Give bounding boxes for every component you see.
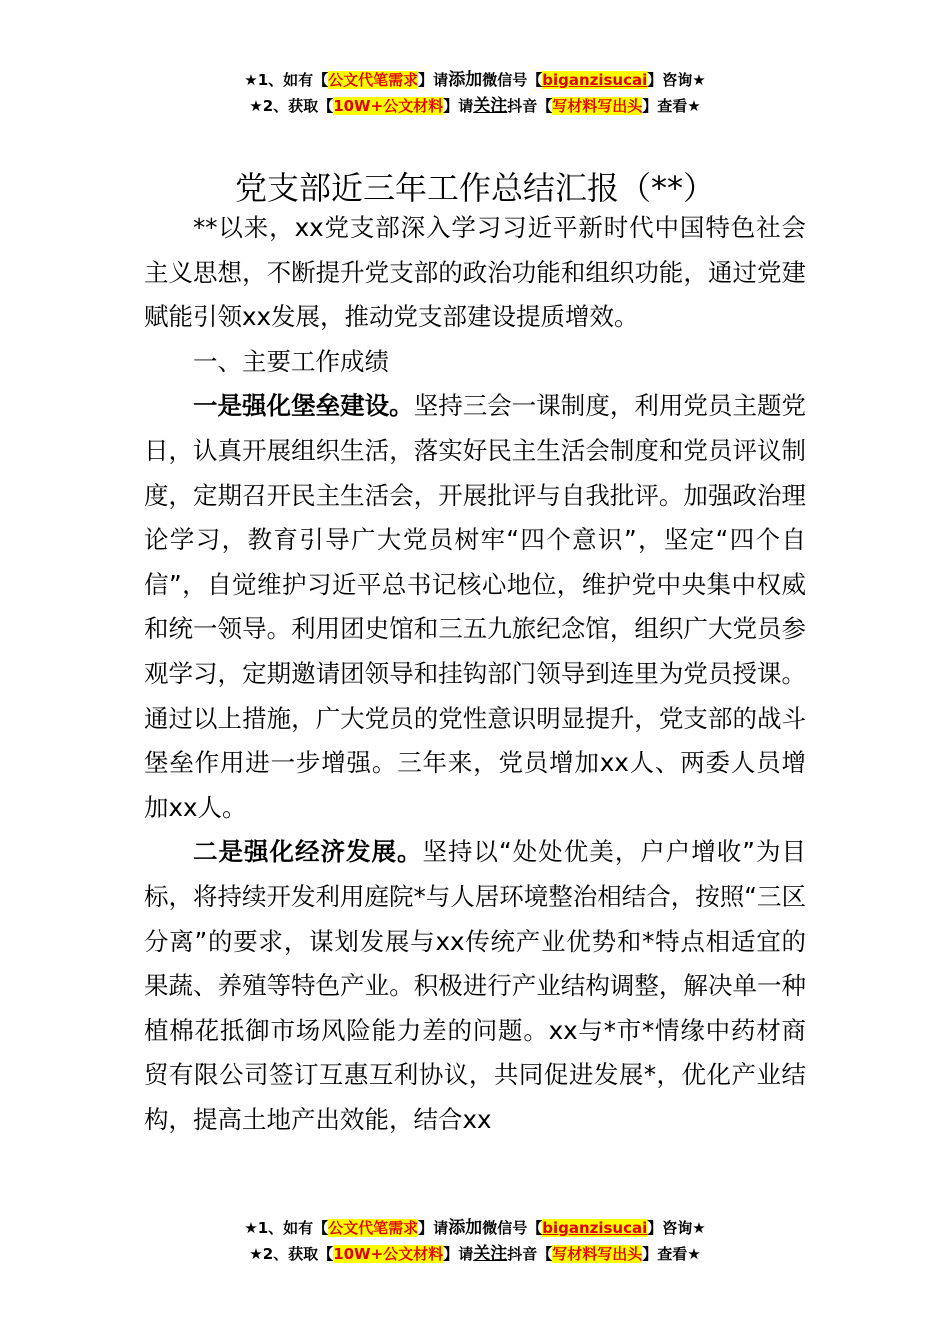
ad-text: 】查看★ [642,1245,701,1263]
ad-text: 】请 [418,1219,449,1237]
header-ad-banner [0,67,950,119]
section-heading: 一、主要工作成绩 [193,346,389,376]
ad-text: 】咨询★ [647,71,706,89]
ad-line-2 [0,93,950,119]
ad-text: ★1、如有【 [244,71,329,89]
item-2-lead: 二是强化经济发展。 [193,837,423,867]
ad-emphasis: 关注 [473,1244,508,1264]
ad-text: ★2、获取【 [249,97,334,115]
ad-highlight-materials: 10W+公文材料 [333,97,444,115]
ad-line-1 [0,1215,950,1241]
ad-highlight-materials: 10W+公文材料 [333,1245,444,1263]
item-1-lead: 一是强化堡垒建设。 [193,391,414,421]
ad-text: 】咨询★ [647,1219,706,1237]
ad-highlight-service: 公文代笔需求 [328,1219,419,1237]
ad-highlight-wechat-id: biganzisucai [542,71,648,89]
ad-text: 】请 [418,71,449,89]
document-title: 党支部近三年工作总结汇报（**） [234,169,715,208]
ad-text: ★2、获取【 [249,1245,334,1263]
ad-text: 】请 [443,1245,474,1263]
item-2-paragraph [144,830,806,1142]
document-body [144,206,806,1142]
ad-emphasis: 添加 [448,1218,483,1238]
ad-highlight-service: 公文代笔需求 [328,71,419,89]
ad-text: 抖音【 [507,1245,553,1263]
ad-text: ★1、如有【 [244,1219,329,1237]
ad-text: 微信号【 [482,71,543,89]
item-2-body: 坚持以“处处优美，户户增收”为目标，将持续开发利用庭院*与人居环境整治相结合，按照“三区分离”的要求，谋划发展与xx传统产业优势和*特点相适宜的果蔬、养殖等特色产业。积极进行产业结构调整，解决单一种植棉花抵御市场风险能力差的问题。xx与*市*情缘中药材商贸有限公司签订互惠互利协议，共同促进发展*，优化产业结构，提高土地产出效能，结合xx [144,837,806,1134]
ad-text: 】查看★ [642,97,701,115]
ad-highlight-douyin: 写材料写出头 [552,1245,643,1263]
item-1-paragraph [144,384,806,830]
ad-text: 微信号【 [482,1219,543,1237]
ad-emphasis: 添加 [448,70,483,90]
ad-emphasis: 关注 [473,96,508,116]
intro-paragraph: **以来，xx党支部深入学习习近平新时代中国特色社会主义思想，不断提升党支部的政治功能和组织功能，通过党建赋能引领xx发展，推动党支部建设提质增效。 [144,213,806,332]
ad-line-2 [0,1241,950,1267]
ad-highlight-douyin: 写材料写出头 [552,97,643,115]
ad-line-1 [0,67,950,93]
item-1-body: 坚持三会一课制度，利用党员主题党日，认真开展组织生活，落实好民主生活会制度和党员评议制度，定期召开民主生活会，开展批评与自我批评。加强政治理论学习，教育引导广大党员树牢“四个意识”，坚定“四个自信”，自觉维护习近平总书记核心地位，维护党中央集中权威和统一领导。利用团史馆和三五九旅纪念馆，组织广大党员参观学习，定期邀请团领导和挂钩部门领导到连里为党员授课。通过以上措施，广大党员的党性意识明显提升，党支部的战斗堡垒作用进一步增强。三年来，党员增加xx人、两委人员增加xx人。 [144,391,806,822]
footer-ad-banner [0,1215,950,1267]
ad-text: 抖音【 [507,97,553,115]
ad-text: 】请 [443,97,474,115]
ad-highlight-wechat-id: biganzisucai [542,1219,648,1237]
